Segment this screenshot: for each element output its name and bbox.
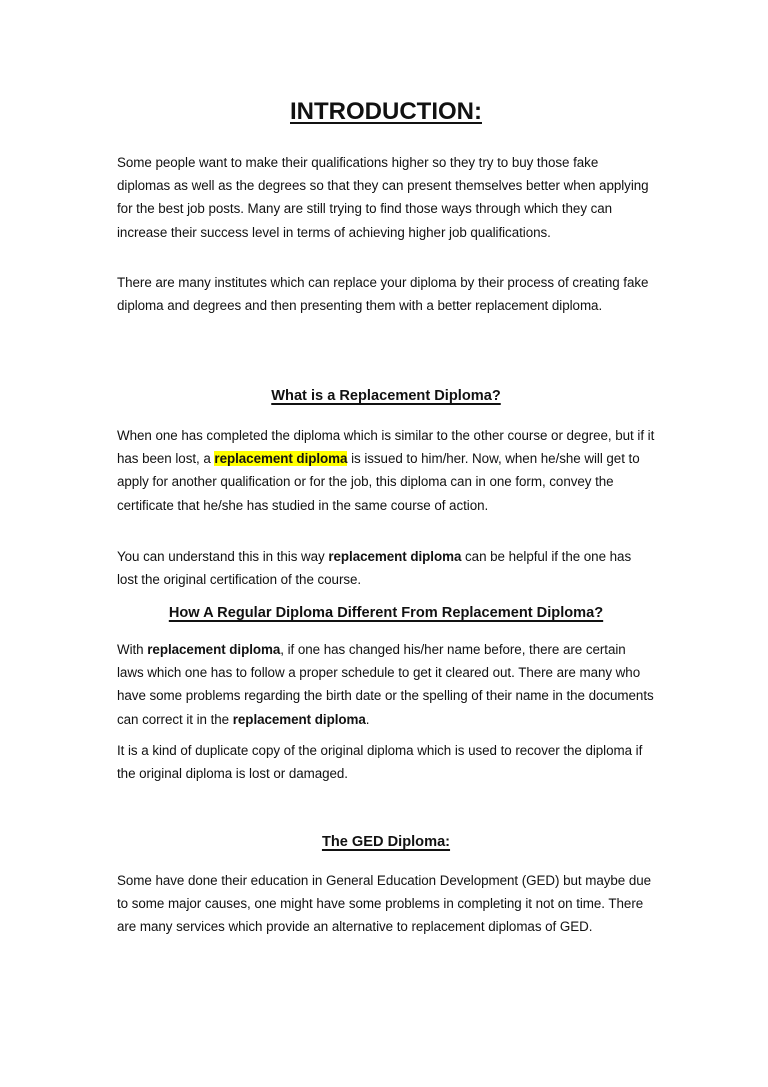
section-heading-what-text: What is a Replacement Diploma?: [271, 388, 501, 404]
what-p1-before: When one has completed the diploma which is similar to the other course or degree, but if it has been lost, a: [117, 428, 655, 467]
how-p1-before: With: [117, 642, 148, 657]
section-heading-what: [117, 388, 655, 404]
how-p1-after: .: [365, 711, 370, 727]
what-paragraph-1: [117, 424, 655, 517]
ged-paragraph-1: Some have done their education in General Education Development (GED) but maybe due to some major causes, one might have some problems in completing it not on time. There are many services which provide an alternative to replacement diplomas of GED.: [117, 873, 652, 935]
section-heading-how: [117, 605, 655, 621]
how-paragraph-1: [117, 638, 655, 731]
intro-paragraph-2: There are many institutes which can replace your diploma by their process of creating fake diploma and degrees and then presenting them with a better replacement diploma.: [117, 275, 649, 314]
section-heading-how-text: How A Regular Diploma Different From Replacement Diploma?: [168, 605, 604, 621]
how-paragraph-2: It is a kind of duplicate copy of the original diploma which is used to recover the diploma if the original diploma is lost or damaged.: [117, 743, 643, 782]
bold-term: replacement diploma: [147, 642, 281, 657]
section-heading-ged-text: The GED Diploma:: [321, 834, 451, 850]
how-p1-middle: , if one has changed his/her name before, there are certain laws which one has to follow a proper schedule to get it cleared out. There are many who have some problems regarding the birth date or the spelling of their name in the documents can correct it in the: [117, 642, 654, 727]
section-heading-ged: [117, 834, 655, 850]
highlighted-term: replacement diploma: [214, 451, 348, 467]
what-p2-before: You can understand this in this way: [117, 549, 329, 564]
page-title-text: INTRODUCTION:: [290, 98, 482, 125]
what-p2-after: can be helpful if the one has lost the original certification of the course.: [117, 549, 632, 588]
intro-paragraph-1: Some people want to make their qualifications higher so they try to buy those fake diplomas as well as the degrees so that they can present themselves better when applying for the best job posts. Many are still trying to find those ways through which they can increase their success level in terms of achieving higher job qualifications.: [117, 155, 649, 240]
bold-term: replacement diploma: [232, 711, 366, 727]
what-p1-after: is issued to him/her. Now, when he/she will get to apply for another qualification or for the job, this diploma can in one form, convey the certificate that he/she has studied in the same course of action.: [117, 451, 640, 513]
what-paragraph-2: [117, 545, 655, 591]
bold-term: replacement diploma: [328, 549, 462, 564]
page-title: [117, 98, 655, 126]
